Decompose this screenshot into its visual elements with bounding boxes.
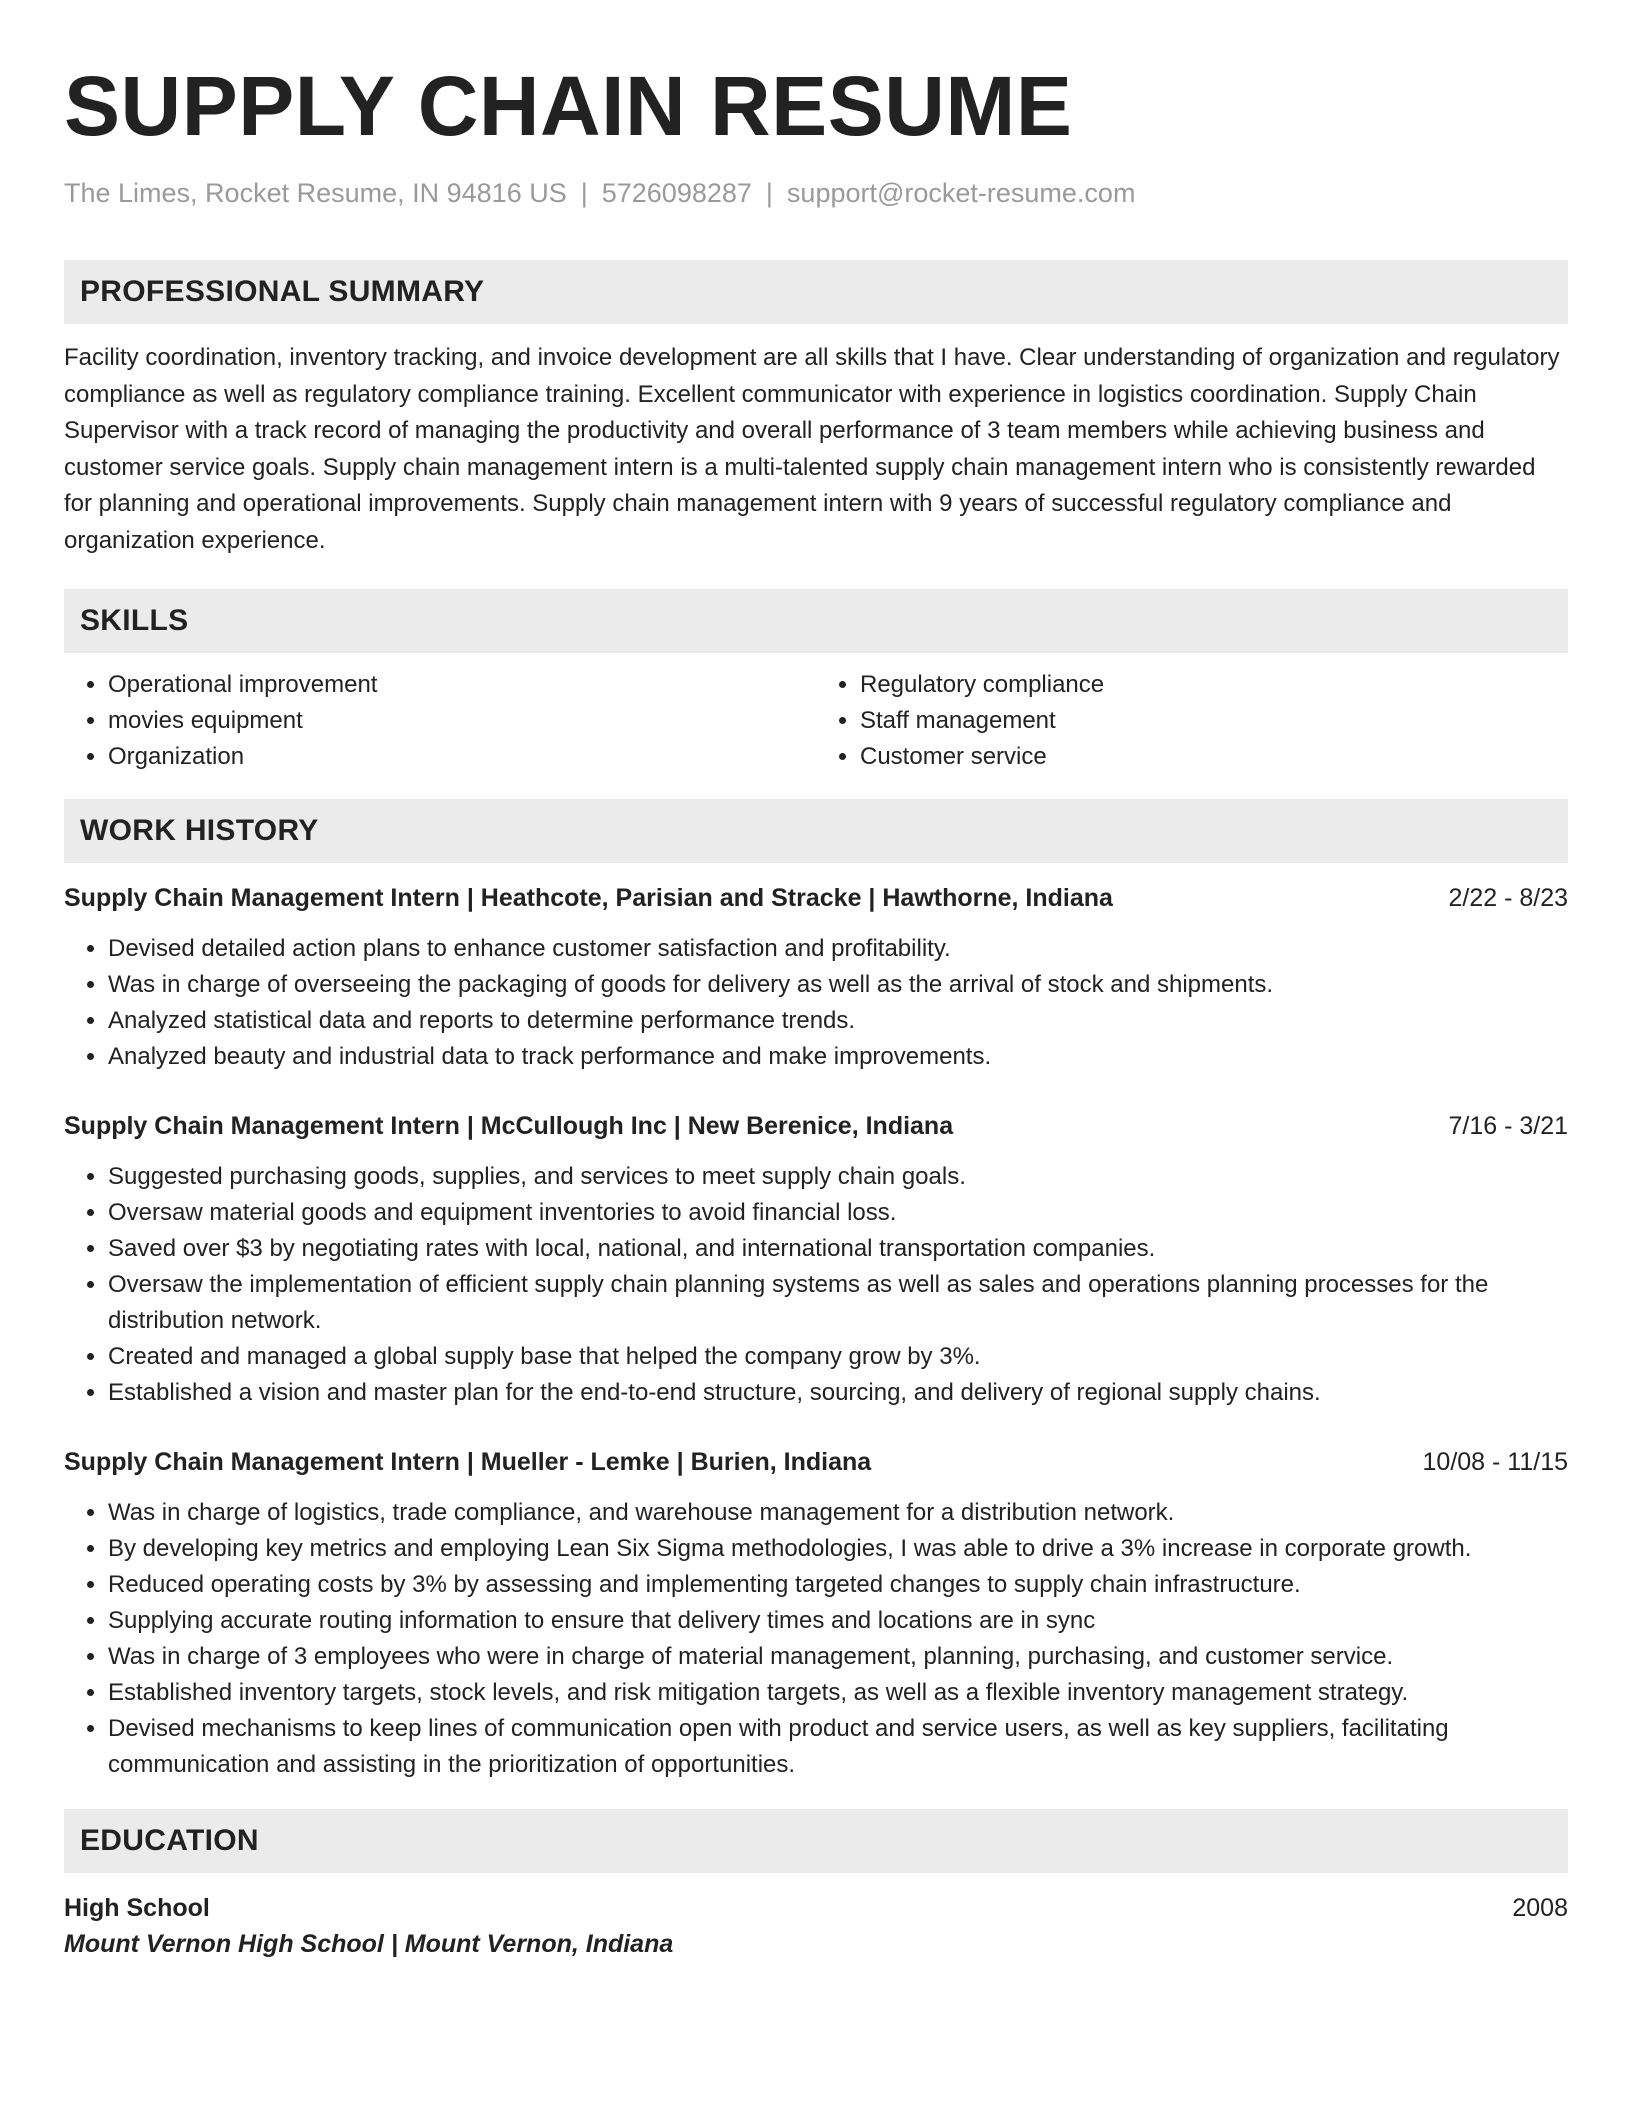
section-heading-work-history: WORK HISTORY: [64, 799, 1568, 863]
job-bullet: • Suggested purchasing goods, supplies, and services to meet supply chain goals.: [108, 1159, 1568, 1195]
job-bullet: • Analyzed statistical data and reports to determine performance trends.: [108, 1003, 1568, 1039]
job-bullet: • Established a vision and master plan for the end-to-end structure, sourcing, and delivery of regional supply chains.: [108, 1375, 1568, 1411]
job-bullet: • Reduced operating costs by 3% by assessing and implementing targeted changes to supply chain infrastructure.: [108, 1567, 1568, 1603]
section-heading-summary: PROFESSIONAL SUMMARY: [64, 260, 1568, 324]
job-title: Supply Chain Management Intern | Mueller - Lemke | Burien, Indiana: [64, 1448, 872, 1476]
contact-separator: |: [580, 178, 588, 208]
education-year: 2008: [1512, 1894, 1568, 1922]
job-bullet: • By developing key metrics and employing Lean Six Sigma methodologies, I was able to drive a 3% increase in corporate growth.: [108, 1531, 1568, 1567]
job-bullets: [64, 1495, 1568, 1783]
contact-address: The Limes, Rocket Resume, IN 94816 US: [64, 178, 567, 208]
summary-text: Facility coordination, inventory tracking, and invoice development are all skills that I have. Clear understanding of organization and regulatory compliance as well as regulatory compliance training. Excellent communicator with experience in logistics coordination. Supply Chain Supervisor with a track record of managing the productivity and overall performance of 3 team members while achieving business and customer service goals. Supply chain management intern is a multi-talented supply chain management intern who is consistently rewarded for planning and operational improvements. Supply chain management intern with 9 years of successful regulatory compliance and organization experience.: [64, 344, 1560, 554]
job-bullet: • Devised mechanisms to keep lines of communication open with product and service users, as well as key suppliers, facilitating communication and assisting in the prioritization of opportunities.: [108, 1711, 1568, 1783]
contact-email[interactable]: support@rocket-resume.com: [786, 178, 1136, 208]
job-bullet: • Was in charge of logistics, trade compliance, and warehouse management for a distribution network.: [108, 1495, 1568, 1531]
job-bullet: • Saved over $3 by negotiating rates with local, national, and international transportation companies.: [108, 1231, 1568, 1267]
skill-item: • Operational improvement: [108, 667, 816, 703]
skills-list: [64, 667, 1568, 775]
job-title: Supply Chain Management Intern | Heathcote, Parisian and Stracke | Hawthorne, Indiana: [64, 884, 1113, 912]
skill-item: • movies equipment: [108, 703, 816, 739]
skills-column-left: [64, 667, 816, 775]
education-entry: [64, 1891, 1568, 1963]
job-bullets: [64, 1159, 1568, 1411]
job-entry: [64, 881, 1568, 1075]
contact-separator: |: [765, 178, 773, 208]
education-header: [64, 1891, 1568, 1925]
job-header: [64, 1445, 1568, 1479]
job-bullet: • Was in charge of overseeing the packaging of goods for delivery as well as the arrival of stock and shipments.: [108, 967, 1568, 1003]
skill-item: • Staff management: [860, 703, 1568, 739]
job-entry: [64, 1445, 1568, 1783]
job-bullet: • Created and managed a global supply base that helped the company grow by 3%.: [108, 1339, 1568, 1375]
job-header: [64, 1109, 1568, 1143]
skill-item: • Organization: [108, 739, 816, 775]
job-dates: 10/08 - 11/15: [1422, 1448, 1568, 1476]
job-bullet: • Oversaw the implementation of efficient supply chain planning systems as well as sales and operations planning processes for the distribution network.: [108, 1267, 1568, 1339]
job-bullet: • Analyzed beauty and industrial data to track performance and make improvements.: [108, 1039, 1568, 1075]
job-entry: [64, 1109, 1568, 1411]
job-bullet: • Oversaw material goods and equipment inventories to avoid financial loss.: [108, 1195, 1568, 1231]
education-degree: High School: [64, 1894, 210, 1922]
education-school: Mount Vernon High School | Mount Vernon, Indiana: [64, 1930, 674, 1958]
job-bullet: • Devised detailed action plans to enhance customer satisfaction and profitability.: [108, 931, 1568, 967]
job-bullet: • Was in charge of 3 employees who were in charge of material management, planning, purchasing, and customer service.: [108, 1639, 1568, 1675]
job-dates: 2/22 - 8/23: [1448, 884, 1568, 912]
job-bullet: • Established inventory targets, stock levels, and risk mitigation targets, as well as a flexible inventory management strategy.: [108, 1675, 1568, 1711]
section-heading-education: EDUCATION: [64, 1809, 1568, 1873]
skill-item: • Customer service: [860, 739, 1568, 775]
job-bullets: [64, 931, 1568, 1075]
contact-line: [64, 176, 1568, 210]
job-dates: 7/16 - 3/21: [1448, 1112, 1568, 1140]
skills-column-right: [816, 667, 1568, 775]
skill-item: • Regulatory compliance: [860, 667, 1568, 703]
job-bullet: • Supplying accurate routing information to ensure that delivery times and locations are in sync: [108, 1603, 1568, 1639]
contact-phone: 5726098287: [601, 178, 752, 208]
section-heading-skills: SKILLS: [64, 589, 1568, 653]
resume-title: SUPPLY CHAIN RESUME: [64, 59, 1073, 153]
job-header: [64, 881, 1568, 915]
job-title: Supply Chain Management Intern | McCullough Inc | New Berenice, Indiana: [64, 1112, 954, 1140]
